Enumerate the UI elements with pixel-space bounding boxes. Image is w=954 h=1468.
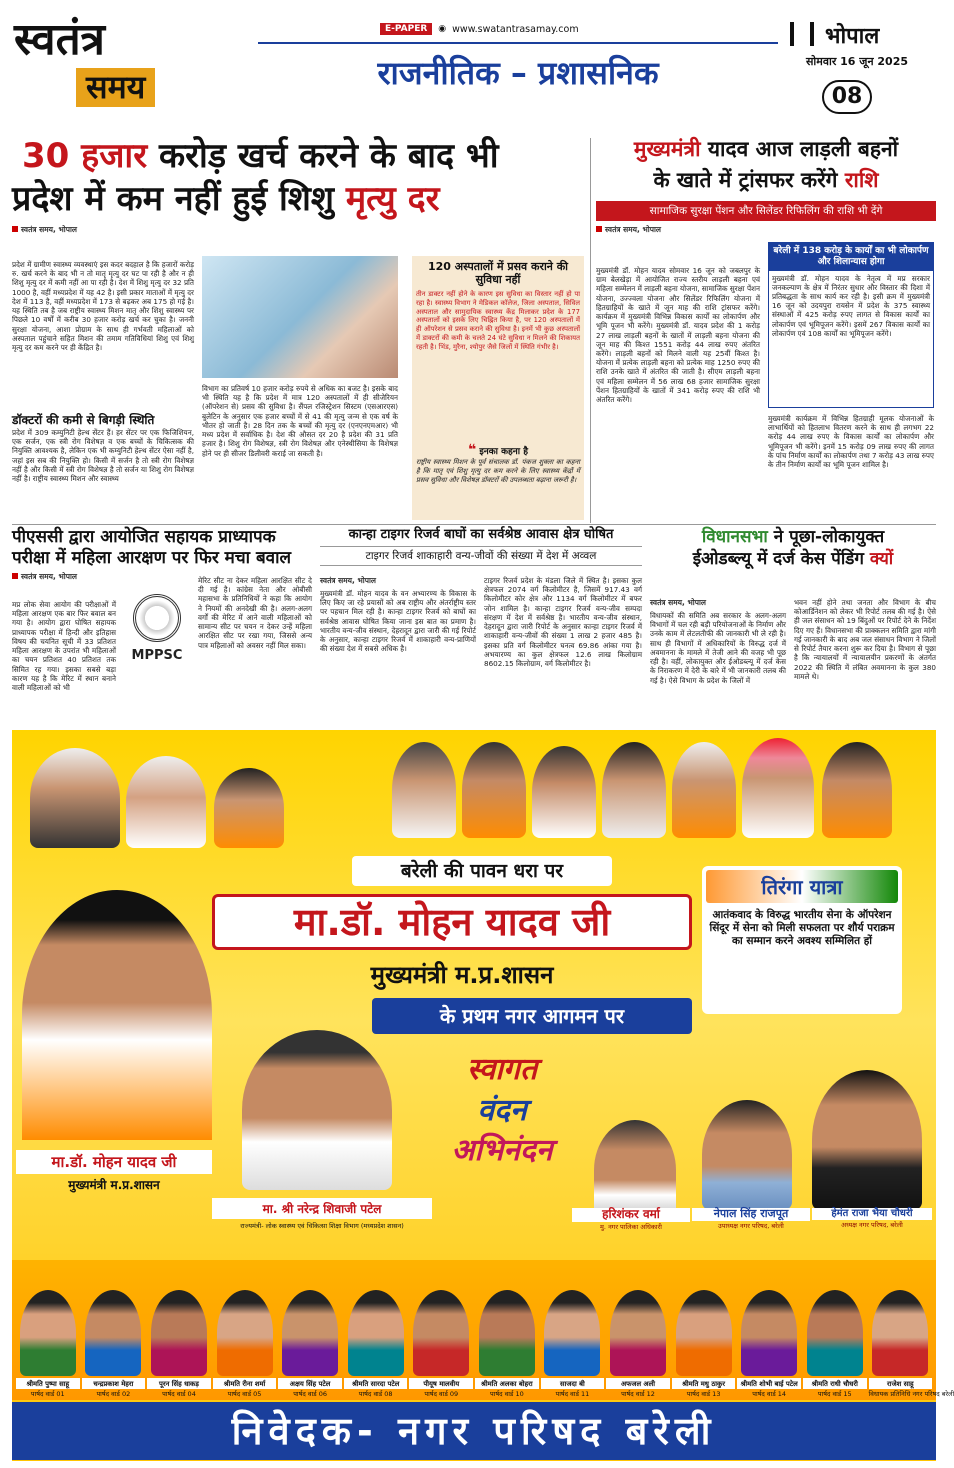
story5-head2-black: ईओडब्ल्यू में दर्ज केस पेंडिंग bbox=[692, 549, 870, 570]
ad-welcome-1: स्वागत bbox=[466, 1052, 538, 1087]
councillor-ward: पार्षद वार्ड 06 bbox=[293, 1390, 327, 1398]
councillor-ward: पार्षद वार्ड 15 bbox=[817, 1390, 852, 1398]
section-title: राजनीतिक – प्रशासनिक bbox=[377, 54, 659, 92]
councillor-row bbox=[12, 1260, 954, 1400]
leader-photo-3 bbox=[214, 768, 284, 848]
story2-box-title: बरेली में 138 करोड़ के कार्यों का भी लोकार्पण और शिलान्यास होगा bbox=[769, 243, 933, 271]
councillor-card bbox=[278, 1262, 342, 1398]
city-bars-icon bbox=[790, 22, 814, 46]
councillor-name: श्रीमति मधु ठाकुर bbox=[672, 1378, 736, 1389]
story1-head2-black: प्रदेश में कम नहीं हुई शिशु bbox=[12, 178, 346, 219]
story1-box-title: 120 अस्पतालों में प्रसव कराने की सुविधा नहीं bbox=[427, 260, 569, 287]
councillor-name: श्रीमति राधी चौधरी bbox=[803, 1378, 867, 1389]
official-3-name: हेमंत राजा भैया चौधरी bbox=[812, 1208, 932, 1220]
minister-desig: राज्यमंत्री- लोक स्वास्थ्य एवं चिकित्सा शिक्षा विभाग (मध्यप्रदेश शासन) bbox=[240, 1222, 404, 1230]
logo bbox=[14, 14, 194, 128]
date: सोमवार 16 जून 2025 bbox=[806, 55, 909, 68]
column-divider bbox=[590, 138, 591, 523]
councillor-photo bbox=[479, 1290, 535, 1376]
councillor-ward: पार्षद वार्ड 11 bbox=[555, 1390, 590, 1398]
byline-square-icon bbox=[12, 573, 18, 579]
story3-headline bbox=[12, 528, 312, 568]
councillor-name: श्रीमति रीना शर्मा bbox=[213, 1378, 277, 1389]
story-infant-mortality bbox=[12, 138, 587, 520]
councillor-photo bbox=[217, 1290, 273, 1376]
cm-name-plate bbox=[16, 1150, 212, 1193]
logo-line2: समय bbox=[76, 68, 155, 107]
city: भोपाल bbox=[825, 24, 880, 49]
horizontal-rule bbox=[12, 524, 936, 525]
official-2-name: नेपाल सिंह राजपूत bbox=[692, 1208, 810, 1221]
councillor-card bbox=[868, 1262, 954, 1398]
councillor-ward: पार्षद वार्ड 09 bbox=[424, 1390, 459, 1398]
councillor-card bbox=[803, 1262, 867, 1398]
councillor-photo bbox=[872, 1290, 928, 1376]
story5-byline: स्वतंत्र समय, भोपाल bbox=[650, 598, 706, 607]
official-1-desig: मु. नगर पालिका अधिकारी bbox=[600, 1222, 662, 1231]
councillor-photo bbox=[20, 1290, 76, 1376]
ad-line3: के प्रथम नगर आगमन पर bbox=[372, 998, 692, 1034]
story5-col1: विधायकों की समिति अब सरकार के अलग-अलग विभागों में चल रही बड़ी परियोजनाओं के निर्माण और उनके काम में लेटलतीफी की जानकारी भी ले रही है। साथ ही विभागों में अधिकारियों के विरुद्ध दर्ज में अवमानना के मामले में तेजी आने की वजह भी पूछ रही है। वहीं, लोकायुक्त और ईओडब्ल्यू में दर्ज केस के निराकरण में देरी के बारे में भी जानकारी तलब की गई है। ऐसे विभाग के प्रदेश के जिलों में bbox=[650, 611, 786, 685]
story1-quote-text: राष्ट्रीय स्वास्थ्य मिशन के पूर्व संचालक डॉ. पंकज शुक्ला का कहना है कि मातृ एवं शिशु मृत्यु दर कम करने के लिए स्वास्थ्य केंद्रों में प्रसव सुविधा और विशेषज्ञ डॉक्टरों की उपलब्धता बढ़ाना जरूरी है। bbox=[416, 458, 580, 484]
story2-byline bbox=[596, 225, 936, 235]
story2-subhead: सामाजिक सुरक्षा पेंशन और सिलेंडर रिफिलिंग की राशि भी देंगे bbox=[596, 201, 936, 221]
leader-photo-6 bbox=[532, 746, 596, 838]
councillor-card bbox=[213, 1262, 277, 1398]
councillor-name: अक्षय सिंह पटेल bbox=[278, 1378, 342, 1389]
councillor-name: श्रीमति पुष्पा साहू bbox=[16, 1378, 80, 1389]
story4-col1-wrap bbox=[320, 576, 476, 726]
story2-byline-text: स्वतंत्र समय, भोपाल bbox=[605, 225, 661, 235]
councillor-ward: विधायक प्रतिनिधि नगर परिषद बरेली bbox=[868, 1390, 954, 1398]
story3-col2: मेरिट सीट ना देकर महिला आरक्षित सीट दे दी गई है। कांग्रेस नेता और ओबीसी महासभा के प्रतिनिधियों ने कहा कि आयोग ने नियमों की अनदेखी की है। अलग-अलग वर्गों की मेरिट में आने वाली महिलाओं को सामान्य सीट पर चयन न देकर उन्हें महिला आरक्षित सीट पर रखा गया, जिससे अन्य पात्र महिलाओं को अवसर नहीं मिल सका। bbox=[198, 576, 312, 650]
councillor-photo bbox=[282, 1290, 338, 1376]
story2-head-black: यादव आज लाड़ली बहनों bbox=[700, 137, 899, 161]
story1-col1b: प्रदेश में 309 कम्युनिटी हेल्थ सेंटर हैं। हर सेंटर पर एक फिजिशियन, एक सर्जन, एक स्त्री रोग विशेषज्ञ व एक बच्चों के चिकित्सक की नियुक्ति आवश्यक है, लेकिन एक भी कम्युनिटी हेल्थ सेंटर ऐसा नहीं है, जहां इस सब की नियुक्ति हो। किसी में सर्जन है तो स्त्री रोग विशेषज्ञ नहीं है और किसी में स्त्री रोग विशेषज्ञ है तो सर्जन या शिशु रोग विशेषज्ञ नहीं है। राष्ट्रीय स्वास्थ्य मिशन और स्वास्थ्य bbox=[12, 428, 194, 484]
story4-col1: मुख्यमंत्री डॉ. मोहन यादव के वन अभ्यारण्य के विकास के लिए किए जा रहे प्रयासों को अब राष्ट्रीय और अंतर्राष्ट्रीय स्तर पर पहचान मिल रही है। कान्हा टाइगर रिजर्व को बाघों का सर्वश्रेष्ठ आवास घोषित किया जाना इस बात का प्रमाण है। भारतीय वन्य-जीव संस्थान, देहरादून द्वारा जारी की गई रिपोर्ट के अनुसार, कान्हा टाइगर रिजर्व में शाकाहारी वन्य-प्राणियों की संख्या देश में सबसे अधिक है। bbox=[320, 589, 476, 654]
mppsc-emblem-icon bbox=[133, 594, 181, 642]
councillor-card bbox=[409, 1262, 473, 1398]
leader-photo-5 bbox=[462, 742, 526, 838]
tiranga-yatra-box bbox=[702, 866, 902, 1014]
story5-head-green: विधानसभा bbox=[701, 527, 768, 547]
councillor-ward: पार्षद वार्ड 10 bbox=[489, 1390, 524, 1398]
councillor-card bbox=[672, 1262, 736, 1398]
official-3-desig: अध्यक्ष नगर परिषद, बरेली bbox=[841, 1220, 903, 1229]
councillor-photo bbox=[85, 1290, 141, 1376]
councillor-photo bbox=[610, 1290, 666, 1376]
story-lokayukta bbox=[650, 528, 936, 728]
divider-left bbox=[258, 42, 778, 44]
ad-welcome-3: अभिनंदन bbox=[451, 1133, 553, 1168]
councillor-ward: पार्षद वार्ड 01 bbox=[30, 1390, 65, 1398]
epaper-strip bbox=[380, 22, 579, 36]
story2-head-red: मुख्यमंत्री bbox=[633, 137, 701, 161]
councillor-name: चन्द्रप्रकाश मेहरा bbox=[82, 1378, 146, 1389]
story1-head-black: करोड़ खर्च करने के बाद भी bbox=[147, 136, 499, 176]
story1-quote-label-text: इनका कहना है bbox=[479, 447, 529, 458]
councillor-name: पूरन सिंह धाकड़ bbox=[147, 1378, 211, 1389]
story2-col1: मुख्यमंत्री डॉ. मोहन यादव सोमवार 16 जून को जबलपुर के ग्राम बेलखेड़ा में आयोजित राज्य स्तरीय लाड़ली बहना एवं महिला सम्मेलन में लाड़ली बहना योजना, सामाजिक सुरक्षा पेंशन योजना, उज्ज्वला योजना और सिलेंडर रिफिलिंग योजना में हितग्राहियों के खाते में जून माह की राशि ट्रांसफर करेंगे। कार्यक्रम में मुख्यमंत्री विभिन्न विकास कार्यों का लोकार्पण और भूमि पूजन भी करेंगे। मुख्यमंत्री डॉ. यादव प्रदेश की 1 करोड़ 27 लाख लाड़ली बहनों के खातों में लाड़ली बहना योजना की जून माह की किश्त 1551 करोड़ 44 लाख रुपए अंतरित करेंगे। लाड़ली बहनों को मिलने वाली यह 25वीं किश्त है। योजना में प्रत्येक लाड़ली बहना को प्रत्येक माह 1250 रुपए की राशि उनके खाते में अंतरित की जाती है। सीएम लाड़ली बहना एवं महिला सम्मेलन में 56 लाख 68 हजार सामाजिक सुरक्षा पेंशन हितग्राहियों के खातों में 341 करोड़ रुपए की राशि भी अंतरित करेंगे। bbox=[596, 266, 760, 405]
tiranga-title: तिरंगा यात्रा bbox=[706, 870, 898, 903]
councillor-name: अफजल अली bbox=[606, 1378, 670, 1389]
story1-headline bbox=[12, 138, 587, 217]
official-1-name: हरिशंकर वर्मा bbox=[572, 1208, 690, 1222]
byline-square-icon bbox=[12, 226, 18, 232]
quote-icon: ❝ bbox=[467, 442, 477, 459]
councillor-photo bbox=[413, 1290, 469, 1376]
leader-photo-1 bbox=[30, 748, 120, 848]
official-photo-2 bbox=[702, 1100, 792, 1210]
councillor-name: साजदा बी bbox=[541, 1378, 605, 1389]
bareli-advertisement bbox=[12, 730, 954, 1461]
story2-col2: मुख्यमंत्री कार्यक्रम में विभिन्न हितग्राही मूलक योजनाओं के लाभार्थियों को हितलाभ वितरण करने के साथ ही लगभग 22 करोड़ 44 लाख रुपए के विकास कार्यों का लोकार्पण और भूमिपूजन भी करेंगे। इनमें 15 करोड़ 09 लाख रुपए की लागत के पांच निर्माण कार्यों का लोकार्पण तथा 7 करोड़ 43 लाख रुपए के तीन निर्माण कार्यों का भूमि पूजन शामिल है। bbox=[768, 414, 934, 470]
ad-line1: बरेली की पावन धरा पर bbox=[352, 856, 612, 886]
story3-head2: परीक्षा में महिला आरक्षण पर फिर मचा बवाल bbox=[12, 548, 292, 569]
councillor-card bbox=[147, 1262, 211, 1398]
councillor-ward: पार्षद वार्ड 04 bbox=[162, 1390, 196, 1398]
cm-name: मा.डॉ. मोहन यादव जी bbox=[16, 1150, 212, 1174]
councillor-ward: पार्षद वार्ड 08 bbox=[358, 1390, 393, 1398]
globe-icon: ◉ bbox=[438, 24, 447, 34]
minister-photo bbox=[242, 1030, 392, 1190]
councillor-card bbox=[82, 1262, 146, 1398]
leader-photo-9 bbox=[742, 738, 814, 838]
official-1 bbox=[572, 1208, 690, 1231]
councillor-name: पीयूष मालवीय bbox=[409, 1378, 473, 1389]
councillor-name: राजेश साहू bbox=[869, 1378, 933, 1389]
story1-col2: विभाग का प्रतिवर्ष 10 हजार करोड़ रुपये से अधिक का बजट है। इसके बाद भी स्थिति यह है कि प्रदेश में मात्र 120 अस्पतालों में ही सीजेरियन (ऑपरेशन से) प्रसव की सुविधा है। सैंपल रजिस्ट्रेशन सिस्टम (एसआरएस) बुलेटिन के अनुसार एक हजार बच्चों में से 41 की मृत्यु जन्म से एक वर्ष के भीतर हो जाती है। 28 दिन तक के बच्चों की मृत्यु दर (एनएनएमआर) भी मध्य प्रदेश में सर्वाधिक है। देश की औसत दर 20 है प्रदेश की 31 प्रति हजार है। शिशु रोग विशेषज्ञ, स्त्री रोग विशेषज्ञ और एनेस्थीसिया के विशेषज्ञ होने पर ही सीजर डिलीवरी कराई जा सकती है। bbox=[202, 384, 398, 458]
councillor-strip bbox=[12, 1260, 954, 1400]
official-3 bbox=[812, 1208, 932, 1229]
councillor-card bbox=[475, 1262, 539, 1398]
cm-photo bbox=[22, 890, 212, 1140]
ad-designation: मुख्यमंत्री म.प्र.शासन bbox=[370, 961, 554, 989]
story1-head2-red: मृत्यु दर bbox=[345, 178, 440, 219]
cm-desig: मुख्यमंत्री म.प्र.शासन bbox=[68, 1178, 160, 1192]
story3-head1: पीएससी द्वारा आयोजित सहायक प्राध्यापक bbox=[12, 527, 276, 547]
official-photo-1 bbox=[594, 1120, 676, 1220]
story5-head-black: ने पूछा-लोकायुक्त bbox=[767, 527, 885, 547]
councillor-photo bbox=[151, 1290, 207, 1376]
story4-col2: टाइगर रिजर्व प्रदेश के मंडला जिले में स्थित है। इसका कुल क्षेत्रफल 2074 वर्ग किलोमीटर है, जिसमें 917.43 वर्ग किलोमीटर कोर क्षेत्र और 1134 वर्ग किलोमीटर में बफर जोन शामिल है। कान्हा टाइगर रिजर्व वन्य-जीव सम्पदा संरक्षण में देश में सर्वश्रेष्ठ है। भारतीय वन्य-जीव संस्थान, देहरादून द्वारा जारी रिपोर्ट के अनुसार कान्हा टाइगर रिजर्व में शाकाहारी वन्य-जीवों की संख्या 1 लाख 2 हजार 485 है। इसका प्रति वर्ग किलोमीटर घनत्व 69.86 आंका गया है। अभयारण्य का कुल क्षेत्रफल 12.6 लाख किलोग्राम 8602.15 किलोग्राम, वर्ग किलोमीटर है। bbox=[484, 576, 642, 668]
leader-photo-8 bbox=[672, 742, 736, 838]
ad-welcome-2: वंदन bbox=[477, 1092, 527, 1128]
tiranga-text: आतंकवाद के विरुद्ध भारतीय सेना के ऑपरेशन सिंदूर में सेना को मिली सफलता पर शौर्य पराक्रम का सम्मान करने अवश्य सम्मिलित हों bbox=[709, 909, 895, 948]
officials-row bbox=[572, 1208, 932, 1248]
leader-photo-7 bbox=[602, 742, 666, 838]
official-photo-3 bbox=[812, 1070, 922, 1210]
story2-headline bbox=[596, 138, 936, 191]
councillor-name: श्रीमति अलका बोहरा bbox=[475, 1378, 539, 1389]
story1-box-text: तीन डाक्टर नहीं होने के कारण इस सुविधा का विस्तार नहीं हो पा रहा है। स्वास्थ्य विभाग ने मेडिकल कॉलेज, जिला अस्पताल, सिविल अस्पताल और सामुदायिक स्वास्थ्य केंद्र मिलाकर प्रदेश के 177 अस्पतालों को इसके लिए चिह्नित किया है, पर 120 अस्पतालों में ही ऑपरेशन से प्रसव कराने की सुविधा है। इनमें भी कुछ अस्पतालों में डाक्टरों की कमी के चलते 24 घंटे सुविधा न मिलने की शिकायत रहती है। भिंड, मुरैना, श्योपुर जैसे जिलों में स्थिति गंभीर है। bbox=[416, 290, 580, 351]
councillor-card bbox=[344, 1262, 408, 1398]
website[interactable]: www.swatantrasamay.com bbox=[452, 23, 579, 35]
story4-headline: कान्हा टाइगर रिजर्व बाघों का सर्वश्रेष्ठ आवास क्षेत्र घोषित bbox=[348, 527, 614, 542]
councillor-card bbox=[606, 1262, 670, 1398]
councillor-ward: पार्षद वार्ड 14 bbox=[752, 1390, 787, 1398]
councillor-photo bbox=[676, 1290, 732, 1376]
epaper-badge: E-PAPER bbox=[380, 23, 432, 35]
story-kanha bbox=[320, 528, 642, 728]
ad-welcome bbox=[412, 1050, 592, 1172]
story2-head2-black: के खाते में ट्रांसफर करेंगे bbox=[653, 167, 845, 192]
councillor-photo bbox=[544, 1290, 600, 1376]
councillor-name: श्रीमति सारदा पटेल bbox=[344, 1378, 408, 1389]
official-2 bbox=[692, 1208, 810, 1230]
story4-subhead: टाइगर रिजर्व शाकाहारी वन्य-जीवों की संख्या में देश में अव्वल bbox=[320, 546, 642, 566]
minister-name: मा. श्री नरेन्द्र शिवाजी पटेल bbox=[212, 1198, 432, 1219]
story5-col2: भवन नहीं होने तथा जनता और विभाग के बीच कोआर्डिनेशन को लेकर भी रिपोर्ट तलब की गई है। ऐसे ही जल संसाधन को 19 बिंदुओं पर रिपोर्ट देने के निर्देश दिए गए हैं। विधानसभा की प्राक्कलन समिति द्वारा मांगी गई जानकारी के बाद अब जल संसाधन विभाग ने जिलों से रिपोर्ट तैयार करना शुरू कर दिया है। विभाग से पूछा है कि न्यायालयों में न्यायालयीन प्रकरणों के अंतर्गत 2022 की स्थिति में लंबित अवमानना के कुल 380 मामले थे। bbox=[794, 598, 936, 681]
logo-line1: स्वतंत्र bbox=[14, 14, 105, 65]
masthead bbox=[0, 0, 945, 130]
story1-subhead: डॉक्टरों की कमी से बिगड़ी स्थिति bbox=[12, 413, 155, 427]
councillor-ward: पार्षद वार्ड 05 bbox=[227, 1390, 262, 1398]
councillor-name: श्रीमति शोभी बाई पटेल bbox=[737, 1378, 801, 1389]
mppsc-logo bbox=[120, 594, 194, 676]
minister-name-plate bbox=[212, 1198, 432, 1230]
story1-sidebox bbox=[412, 256, 584, 520]
leader-photo-2 bbox=[126, 756, 206, 848]
councillor-photo bbox=[348, 1290, 404, 1376]
byline-square-icon bbox=[596, 226, 602, 232]
councillor-card bbox=[737, 1262, 801, 1398]
story3-col1: मप्र लोक सेवा आयोग की परीक्षाओं में महिला आरक्षण एक बार फिर बवाल बन गया है। आयोग द्वारा घोषित सहायक प्राध्यापक परीक्षा में हिन्दी और इतिहास विषय की चयनित सूची में 33 प्रतिशत महिला आरक्षण के उपरांत भी महिलाओं का चयन प्रतिशत 40 प्रतिशत तक सिमित रह गया। इसका सबसे बड़ा कारण यह है कि मेरिट में स्थान बनाने वाली महिलाओं को भी bbox=[12, 600, 116, 692]
ad-footer: निवेदक- नगर परिषद बरेली bbox=[12, 1402, 936, 1460]
leader-photo-10 bbox=[822, 742, 892, 838]
story-mppsc bbox=[12, 528, 312, 728]
leaders-left-group bbox=[30, 738, 300, 848]
councillor-photo bbox=[807, 1290, 863, 1376]
story4-byline: स्वतंत्र समय, भोपाल bbox=[320, 576, 376, 585]
story1-byline bbox=[12, 225, 587, 235]
story2-head2-red: राशि bbox=[844, 167, 879, 192]
councillor-card bbox=[541, 1262, 605, 1398]
story5-head2-red: क्यों bbox=[869, 549, 894, 570]
story1-col1: प्रदेश में ग्रामीण स्वास्थ्य व्यवस्थाएं इस कदर बदहाल है कि हजारों करोड़ रु. खर्च करने के बाद भी न तो मातृ मृत्यु दर घट पा रही है और न ही शिशु मृत्यु दर में कमी नहीं आ पा रही है। देश में शिशु मृत्यु दर 32 प्रति 1000 है, वहीं मध्यप्रदेश में यह 42 है। इसी प्रकार माताओं में मृत्यु दर देश में 113 है, वहीं मध्यप्रदेश में 173 से बढ़कर अब 175 हो गई है। यह स्थिति तब है जब राष्ट्रीय स्वास्थ्य मिशन मातृ और शिशु स्वास्थ्य पर पिछले 10 वर्षों में करीब 30 हजार करोड़ खर्च कर चुका है। जननी सुरक्षा योजना, आशा प्रोग्राम के साथ ही गर्भवती महिलाओं को अस्पताल पहुंचाने सहित मिशन की तमाम गतिविधियां शिशु एवं शिशु मृत्यु दर कम करने पर ही केंद्रित है। bbox=[12, 260, 194, 352]
story5-col1-wrap bbox=[650, 598, 786, 726]
page-number: 08 bbox=[822, 80, 872, 114]
story2-sidebox bbox=[768, 242, 934, 408]
story1-byline-text: स्वतंत्र समय, भोपाल bbox=[21, 225, 77, 235]
councillor-ward: पार्षद वार्ड 02 bbox=[96, 1390, 131, 1398]
story1-quote-label bbox=[416, 442, 580, 458]
councillor-ward: पार्षद वार्ड 12 bbox=[621, 1390, 655, 1398]
story5-headline bbox=[650, 528, 936, 569]
mppsc-label: MPPSC bbox=[131, 648, 183, 663]
councillor-photo bbox=[741, 1290, 797, 1376]
story3-byline-text: स्वतंत्र समय, भोपाल bbox=[21, 571, 77, 581]
newborn-photo bbox=[202, 256, 398, 378]
story-ladli-behna bbox=[596, 138, 936, 523]
councillor-card bbox=[16, 1262, 80, 1398]
leader-photo-4 bbox=[392, 742, 456, 838]
ad-name: मा.डॉ. मोहन यादव जी bbox=[212, 894, 692, 950]
official-2-desig: उपाध्यक्ष नगर परिषद, बरेली bbox=[718, 1221, 784, 1230]
councillor-ward: पार्षद वार्ड 13 bbox=[686, 1390, 721, 1398]
leaders-right-group bbox=[392, 732, 922, 850]
story2-box-text: मुख्यमंत्री डॉ. मोहन यादव के नेतृत्व में मप्र सरकार जनकल्याण के क्षेत्र में निरंतर सुधार और विस्तार की दिशा में प्रतिबद्धता के साथ कार्य कर रही है। इसी क्रम में मुख्यमंत्री 16 जून को उदयपुरा रायसेन में प्रदेश के 375 स्वास्थ्य संस्थाओं में 425 करोड़ रुपए लागत से विकास कार्यों का लोकार्पण एवं भूमिपूजन करेंगे। इसमें 267 विकास कार्यों का लोकार्पण एवं 108 कार्यों का भूमिपूजन करेंगे। bbox=[772, 273, 930, 338]
story1-head-red: 30 हजार bbox=[22, 136, 148, 176]
